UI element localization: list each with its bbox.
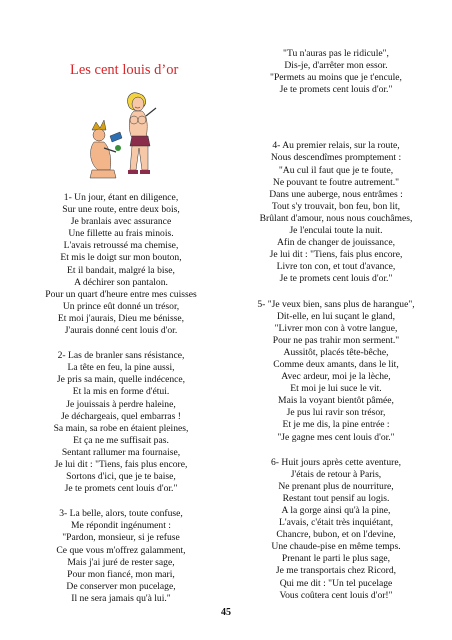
verse-line: Je l'enculai toute la nuit. [289, 225, 383, 237]
right-column [236, 48, 436, 615]
verse-line: Dit-elle, en lui suçant le gland, [276, 310, 396, 322]
verse-line: Je me transportais chez Ricord, [275, 565, 397, 577]
verse-line: 5- "Je veux bien, sans plus de harangue", [257, 298, 415, 310]
woman-figure [128, 93, 156, 174]
verse-line: Pour un quart d'heure entre mes cuisses [45, 288, 197, 300]
verse-line: Je déchargeais, quel embarras ! [61, 410, 181, 422]
stanza-2 [18, 350, 224, 495]
verse-line: Pour mon fiancé, mon mari, [67, 568, 175, 580]
verse-line: "Tu n'auras pas le ridicule", [283, 48, 389, 59]
verse-line: Ne prenant plus de nourriture, [278, 480, 394, 492]
verse-line: 6- Huit jours après cette aventure, [271, 456, 401, 468]
verse-line: Et il bandait, malgré la bise, [67, 264, 175, 276]
verse-line: Tout s'y trouvait, bon feu, bon lit, [271, 200, 401, 212]
man-figure [90, 120, 122, 178]
verse-line: Dis-je, d'arrêter mon essor. [284, 60, 388, 72]
stanza-3-continued [236, 48, 436, 96]
stanza-6 [236, 457, 436, 602]
verse-line: Je te promets cent louis d'or." [279, 84, 393, 96]
verse-line: Prenant le parti le plus sage, [281, 553, 391, 565]
verse-line: Un prince eût donné un trésor, [62, 300, 180, 312]
verse-line: Pour ne pas trahir mon serment." [272, 334, 400, 346]
verse-line: "Livrer mon con à votre langue, [274, 322, 398, 334]
verse-line: Brûlant d'amour, nous nous couchâmes, [259, 212, 413, 224]
verse-line: Je lui dit : "Tiens, fais plus encore, [269, 249, 403, 261]
verse-line: Mais la voyant bientôt pâmée, [278, 395, 394, 407]
verse-line: Chancre, bubon, et on l'devine, [276, 529, 396, 541]
verse-line: L'avais retroussé ma chemise, [63, 240, 179, 252]
verse-line: Sur une route, entre deux bois, [62, 204, 180, 216]
stanza-4 [236, 140, 436, 285]
verse-line: Sa main, sa robe en étaient pleines, [53, 422, 189, 434]
stanza-5 [236, 299, 436, 444]
cartoon-illustration [82, 86, 172, 190]
verse-line: A déchirer son pantalon. [74, 276, 168, 288]
left-column [18, 192, 224, 618]
verse-line: Qui me dit : "Un tel pucelage [279, 577, 393, 589]
verse-line: 1- Un jour, étant en diligence, [63, 192, 179, 203]
verse-line: Je branlais avec assurance [70, 216, 172, 228]
verse-line: Je jouissais à perdre haleine, [66, 398, 176, 410]
verse-line: Je pus lui ravir son trésor, [286, 407, 386, 419]
verse-line: J'étais de retour à Paris, [290, 468, 382, 480]
verse-line: L'avais, c'était très inquiétant, [278, 517, 393, 529]
verse-line: Il ne sera jamais qu'à lui." [71, 592, 171, 604]
verse-line: 3- La belle, alors, toute confuse, [59, 508, 183, 520]
verse-line: Je lui dit : "Tiens, fais plus encore, [54, 458, 188, 470]
stanza-1 [18, 192, 224, 337]
verse-line: Je te promets cent louis d'or." [64, 483, 178, 495]
verse-line: 4- Au premier relais, sur la route, [272, 140, 400, 152]
verse-line: "Pardon, monsieur, si je refuse [62, 532, 180, 544]
verse-line: Et ça ne me suffisait pas. [73, 434, 169, 446]
verse-line: Et moi j'aurais, Dieu me bénisse, [57, 312, 185, 324]
verse-line: A la gorge ainsi qu'à la pine, [281, 505, 391, 516]
verse-line: Une fillette au frais minois. [68, 228, 174, 240]
verse-line: Sentant rallumer ma fournaise, [61, 446, 181, 458]
verse-line: Je pris sa main, quelle indécence, [56, 374, 186, 386]
verse-line: J'aurais donné cent louis d'or. [64, 325, 178, 337]
verse-line: Et moi je lui suce le vit. [290, 383, 382, 395]
verse-line: Vous coûtera cent louis d'or!" [279, 589, 393, 601]
verse-line: Me répondit ingénument : [71, 520, 171, 532]
verse-line: Sortons d'ici, que je te baise, [66, 471, 176, 483]
verse-line: Livre ton con, et tout d'avance, [276, 261, 396, 273]
stanza-3 [18, 508, 224, 605]
verse-line: Ce que vous m'offrez galamment, [56, 544, 186, 556]
verse-line: "Permets au moins que je t'encule, [270, 72, 402, 84]
verse-line: 2- Las de branler sans résistance, [57, 350, 185, 362]
verse-line: Dans une auberge, nous entrâmes : [269, 188, 403, 200]
verse-line: Une chaude-pise en même temps. [271, 541, 401, 553]
verse-line: Aussitôt, placés tête-bêche, [283, 346, 389, 358]
song-title: Les cent louis d’or [70, 62, 179, 78]
verse-line: Et mis le doigt sur mon bouton, [60, 252, 182, 264]
verse-line: Et la mis en forme d'étui. [72, 386, 170, 398]
verse-line: Ne pouvant te foutre autrement." [272, 176, 400, 188]
verse-line: Comme deux amants, dans le lit, [273, 358, 399, 370]
verse-line: "Au cul il faut que je te foute, [278, 164, 394, 176]
verse-line: Nous descendîmes promptement : [270, 152, 402, 164]
page-number: 45 [221, 607, 231, 618]
verse-line: Afin de changer de jouissance, [276, 237, 395, 249]
verse-line: Restant tout pensif au logis. [282, 492, 390, 504]
verse-line: Mais j'ai juré de rester sage, [67, 556, 175, 568]
verse-line: "Je gagne mes cent louis d'or." [277, 431, 395, 443]
verse-line: De conserver mon pucelage, [66, 580, 176, 592]
verse-line: Et je me dis, la pine entrée : [282, 419, 390, 431]
verse-line: La tête en feu, la pine aussi, [67, 362, 175, 374]
verse-line: Avec ardeur, moi je la lèche, [281, 371, 391, 383]
verse-line: Je te promets cent louis d'or." [279, 273, 393, 285]
